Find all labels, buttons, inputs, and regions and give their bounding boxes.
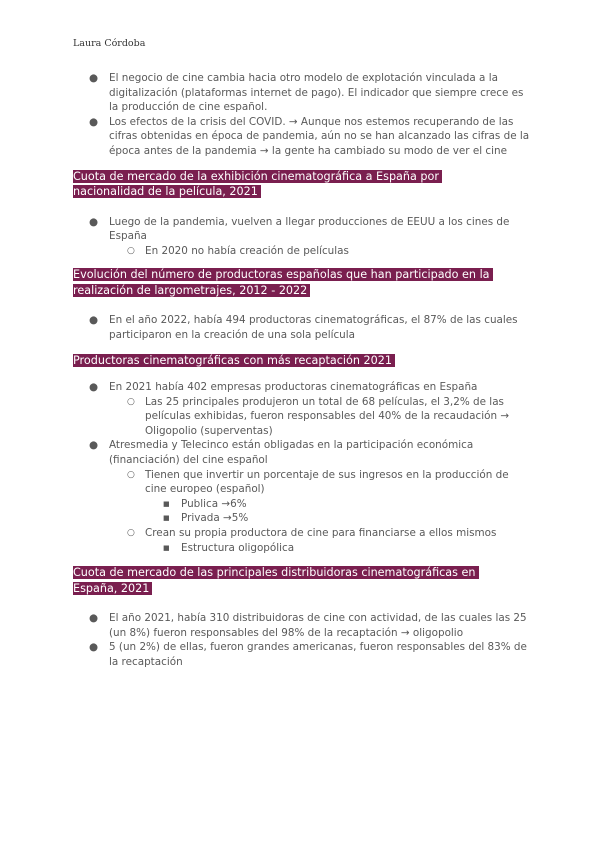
list-item: ● Atresmedia y Telecinco están obligadas en la participación económica (financiación) del cine español [89, 439, 474, 466]
bullet-icon: ● [89, 115, 99, 128]
section-heading-1: Cuota de mercado de la exhibición cinematográfica a España por nacionalidad de la película, 2021 [73, 169, 507, 200]
list-item: ○ Las 25 principales produjeron un total de 68 películas, el 3,2% de las películas exhibidas, fueron responsables del 40% de la recaudación → Oligopolio (superventas) [127, 395, 510, 437]
bullet-icon: ● [89, 439, 99, 452]
circle-bullet-icon: ○ [127, 527, 135, 538]
list-item: ● El año 2021, había 310 distribuidoras de cine con actividad, de las cuales las 25 (un 8%) fueron responsables del 98% de la recaptación → oligopolio [89, 612, 527, 639]
bullet-icon: ● [89, 381, 99, 394]
section3-list [73, 380, 533, 555]
section2-list [73, 313, 533, 342]
bullet-icon: ● [89, 215, 99, 228]
section-heading-2: Evolución del número de productoras españolas que han participado en la realización de largometrajes, 2012 - 2022 [73, 267, 507, 298]
circle-bullet-icon: ○ [127, 245, 135, 256]
list-item: ■ Publica →6% [163, 497, 247, 510]
section-heading-3: Productoras cinematográficas con más recaptación 2021 [73, 353, 507, 369]
section1-list [73, 215, 533, 259]
list-item: ● Los efectos de la crisis del COVID. → Aunque nos estemos recuperando de las cifras obtenidas en época de pandemia, aún no se han alcanzado las cifras de la época antes de la pandemia → la gente ha cambiado su modo de ver el cine [89, 115, 530, 157]
bullet-icon: ● [89, 72, 99, 84]
list-item: ● Luego de la pandemia, vuelven a llegar producciones de EEUU a los cines de España [89, 215, 510, 243]
bullet-icon: ● [89, 314, 99, 327]
circle-bullet-icon: ○ [127, 396, 135, 407]
list-item: ■ Privada →5% [163, 512, 249, 525]
list-item: ○ Tienen que invertir un porcentaje de sus ingresos en la producción de cine europeo (español) [127, 468, 509, 496]
section4-list [73, 611, 533, 669]
bullet-icon: ● [89, 612, 99, 625]
circle-bullet-icon: ○ [127, 469, 135, 480]
list-item: ● 5 (un 2%) de ellas, fueron grandes americanas, fueron responsables del 83% de la recaptación [89, 641, 527, 668]
document-body [73, 71, 533, 670]
list-item: ● El negocio de cine cambia hacia otro modelo de explotación vinculada a la digitalización (plataformas internet de pago). El indicador que siempre crece es la producción de cine español. [89, 72, 524, 114]
list-item: ○ Crean su propia productora de cine para financiarse a ellos mismos [127, 526, 497, 539]
bullet-icon: ● [89, 641, 99, 654]
square-bullet-icon: ■ [163, 514, 170, 523]
intro-list [73, 71, 533, 159]
square-bullet-icon: ■ [163, 499, 170, 508]
list-item: ■ Estructura oligopólica [163, 541, 295, 554]
list-item: ○ En 2020 no había creación de películas [127, 244, 349, 257]
square-bullet-icon: ■ [163, 543, 170, 552]
list-item: ● En 2021 había 402 empresas productoras cinematográficas en España [89, 381, 478, 394]
section-heading-4: Cuota de mercado de las principales distribuidoras cinematográficas en España, 2021 [73, 565, 507, 596]
author-name: Laura Córdoba [73, 38, 146, 49]
list-item: ● En el año 2022, había 494 productoras cinematográficas, el 87% de las cuales participaron en la creación de una sola película [89, 314, 518, 341]
